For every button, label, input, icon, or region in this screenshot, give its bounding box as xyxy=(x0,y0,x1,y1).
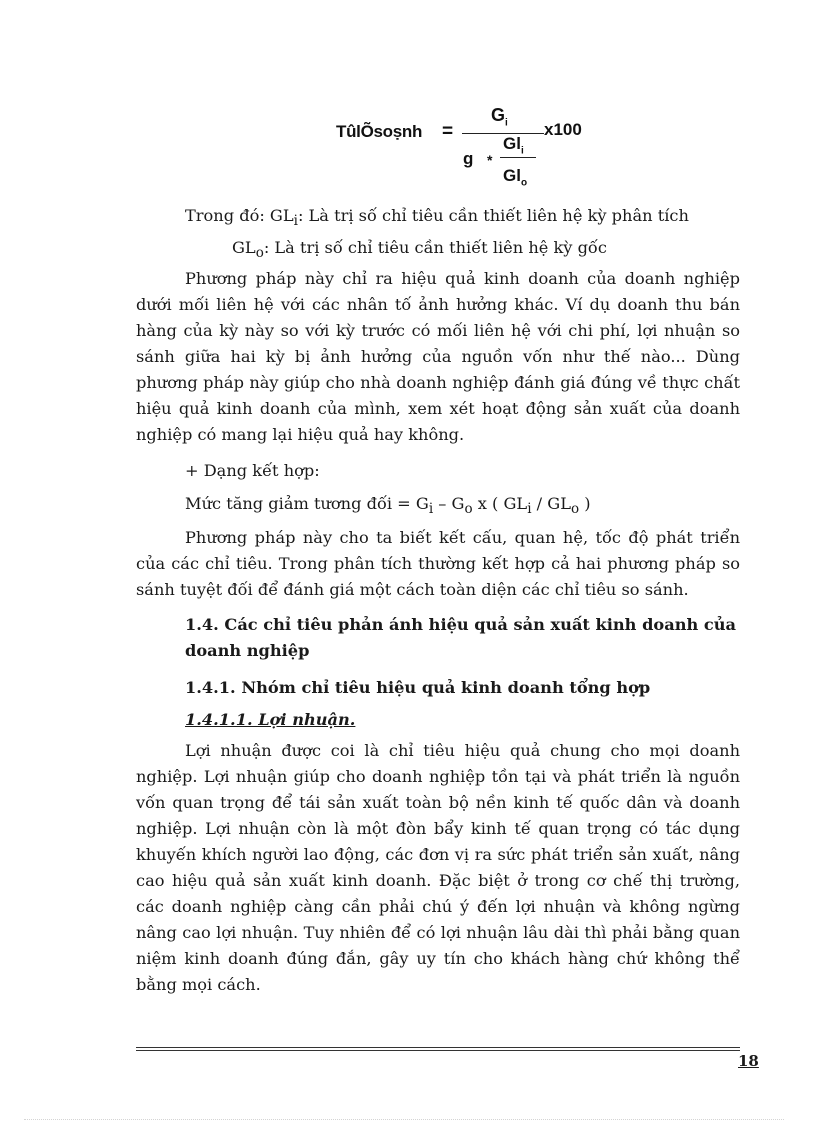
formula-numerator: $G_i$ xyxy=(491,105,508,129)
formula-gl-top: $Gl_i$ xyxy=(503,134,524,157)
combined-form-label: + Dạng kết hợp: xyxy=(185,461,320,480)
paragraph-combined-explanation: Phương pháp này cho ta biết kết cấu, quan hệ, tốc độ phát triển của các chỉ tiêu. Trong phân tích thường kết hợp cả hai phương pháp so sánh tuyệt đối để đánh giá một cách toàn diện các chỉ tiêu so sánh. xyxy=(136,528,740,599)
definition-gli: Trong đó: $GL_i$: Là trị số chỉ tiêu cần thiết liên hệ kỳ phân tích xyxy=(185,206,689,230)
formula-g: g xyxy=(463,149,474,168)
formula-star: * xyxy=(487,152,493,168)
page-number: 18 xyxy=(738,1052,759,1070)
paragraph-method-explanation: Phương pháp này chỉ ra hiệu quả kinh doanh của doanh nghiệp dưới mối liên hệ với các nhân tố ảnh hưởng khác. Ví dụ doanh thu bán hàng của kỳ này so với kỳ trước có mối liên hệ với chi phí, lợi nhuận so sánh giữa hai kỳ bị ảnh hưởng của nguồn vốn như thế nào... Dùng phương pháp này giúp cho nhà doanh nghiệp đánh giá đúng về thực chất hiệu quả kinh doanh của mình, xem xét hoạt động sản xuất của doanh nghiệp có mang lại hiệu quả hay không. xyxy=(136,269,740,444)
formula-gl-bottom: $Gl_o$ xyxy=(503,166,528,189)
footer-rule-top xyxy=(136,1047,740,1048)
heading-1-4-1: 1.4.1. Nhóm chỉ tiêu hiệu quả kinh doanh tổng hợp xyxy=(185,678,651,697)
heading-1-4: 1.4. Các chỉ tiêu phản ánh hiệu quả sản xuất kinh doanh của doanh nghiệp xyxy=(185,615,736,660)
formula-equals: = xyxy=(442,121,454,142)
formula-x100: x100 xyxy=(544,120,582,139)
heading-1-4-1-1: 1.4.1.1. Lợi nhuận. xyxy=(185,710,356,729)
definition-glo: $GL_o$: Là trị số chỉ tiêu cần thiết liên hệ kỳ gốc xyxy=(232,238,607,262)
formula-inner-bar xyxy=(500,157,536,158)
combined-formula: Mức tăng giảm tương đối = $G_i - G_o$ x ( $GL_i / GL_o$ ) xyxy=(185,494,591,518)
paragraph-profit: Lợi nhuận được coi là chỉ tiêu hiệu quả chung cho mọi doanh nghiệp. Lợi nhuận giúp cho doanh nghiệp tồn tại và phát triển là nguồn vốn quan trọng để tái sản xuất toàn bộ nền kinh tế quốc dân và doanh nghiệp. Lợi nhuận còn là một đòn bẩy kinh tế quan trọng có tác dụng khuyến khích người lao động, các đơn vị ra sức phát triển sản xuất, nâng cao hiệu quả sản xuất kinh doanh. Đặc biệt ở trong cơ chế thị trường, các doanh nghiệp càng cần phải chú ý đến lợi nhuận và không ngừng nâng cao lợi nhuận. Tuy nhiên để có lợi nhuận lâu dài thì phải bằng quan niệm kinh doanh đúng đắn, gây uy tín cho khách hàng chứ không thể bằng mọi cách. xyxy=(136,741,740,994)
ratio-formula xyxy=(336,104,606,192)
footer-rule-bottom xyxy=(136,1050,740,1051)
formula-lhs: TûlÕsoṣnh xyxy=(336,122,423,141)
page-bottom-dotted-line xyxy=(24,1119,784,1120)
